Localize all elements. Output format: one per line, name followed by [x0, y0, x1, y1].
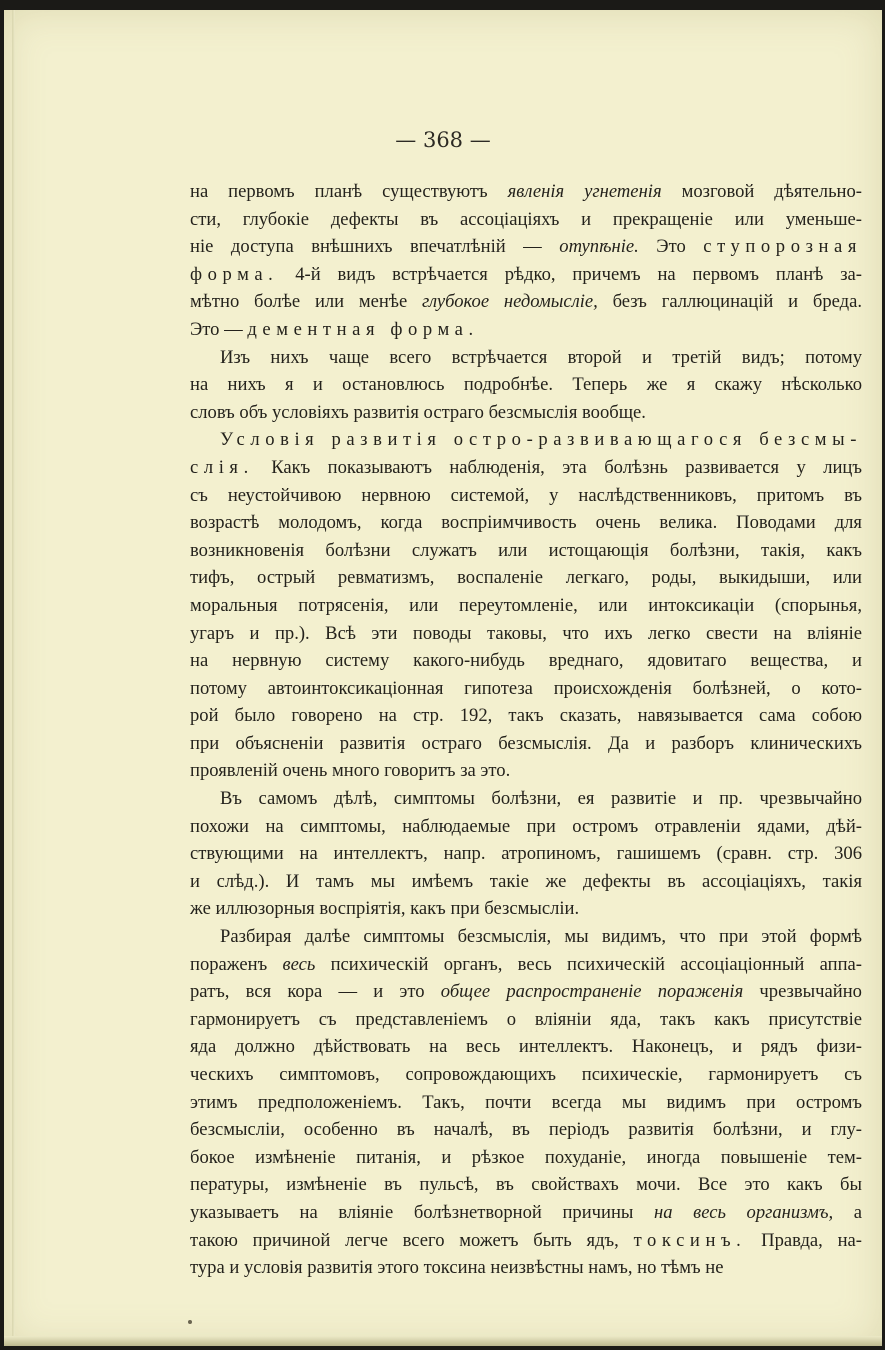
text-run: Разбирая далѣе симптомы безсмыслія, мы видимъ, что при этой формѣ: [220, 926, 862, 948]
text-line: [190, 757, 862, 785]
text-run: же иллюзорныя воспріятія, какъ при безсмысліи.: [190, 898, 580, 920]
italic-run: общее распространеніе пораженія: [440, 981, 744, 1003]
text-line: [190, 868, 862, 896]
text-line: [190, 399, 862, 427]
text-run: Правда, на-: [746, 1229, 862, 1251]
text-run: этимъ предположеніемъ. Такъ, почти всегда мы видимъ при остромъ: [190, 1091, 862, 1113]
text-line: [190, 1227, 862, 1255]
page-binding-edge: [12, 10, 15, 1346]
text-run: тура и условія развитія этого токсина неизвѣстны намъ, но тѣмъ не: [190, 1257, 724, 1279]
spaced-run: слія.: [190, 456, 254, 478]
text-run: похожи на симптомы, наблюдаемые при остромъ отравленіи ядами, дѣй-: [190, 815, 862, 837]
text-run: чрезвычайно: [743, 981, 862, 1003]
paragraph: [190, 178, 862, 344]
text-line: [190, 564, 862, 592]
text-line: [190, 785, 862, 813]
spaced-run: токсинъ.: [633, 1229, 747, 1251]
text-line: [190, 702, 862, 730]
text-run: угаръ и пр.). Всѣ эти поводы таковы, что ихъ легко свести на вліяніе: [190, 622, 862, 644]
text-run: 4-й видъ встрѣчается рѣдко, причемъ на первомъ планѣ за-: [278, 263, 862, 285]
text-line: [190, 426, 862, 454]
text-run: а: [833, 1201, 863, 1223]
text-run: Какъ показываютъ наблюденія, эта болѣзнь развивается у лицъ: [253, 456, 862, 478]
text-run: ческихъ симптомовъ, сопровождающихъ психическіе, гармонируетъ съ: [190, 1064, 862, 1085]
text-line: [190, 620, 862, 648]
text-line: [190, 895, 862, 923]
book-page: [4, 10, 882, 1346]
text-run: Это: [638, 236, 704, 258]
text-run: словъ объ условіяхъ развитія остраго безсмыслія вообще.: [190, 401, 646, 423]
text-line: [190, 647, 862, 675]
text-line: [190, 482, 862, 510]
text-run: рой было говорено на стр. 192, такъ сказать, навязывается сама собою: [190, 705, 862, 727]
text-run: возрастѣ молодомъ, когда воспріимчивость очень велика. Поводами для: [190, 512, 862, 534]
text-line: [190, 344, 862, 372]
paragraph: [190, 426, 862, 785]
text-line: [190, 1144, 862, 1172]
text-line: [190, 316, 862, 344]
page-number: — 368 —: [395, 128, 491, 152]
text-line: [190, 1171, 862, 1199]
text-run: Изъ нихъ чаще всего встрѣчается второй и третій видъ; потому: [220, 346, 862, 368]
text-run: тифъ, острый ревматизмъ, воспаленіе легкаго, роды, выкидыши, или: [190, 567, 862, 589]
text-run: потому автоинтоксикаціонная гипотеза происхожденія болѣзней, о кото-: [190, 677, 862, 699]
text-run: моральныя потрясенія, или переутомленіе, или интоксикаціи (спорынья,: [190, 594, 862, 616]
italic-run: на весь организмъ,: [654, 1201, 834, 1223]
text-run: мѣтно болѣе или менѣе: [190, 291, 423, 313]
text-line: [190, 675, 862, 703]
text-run: указываетъ на вліяніе болѣзнетворной причины: [190, 1201, 654, 1223]
text-line: [190, 813, 862, 841]
text-line: [190, 537, 862, 565]
text-run: ратъ, вся кора — и это: [190, 981, 441, 1003]
text-run: такою причиной легче всего можетъ быть ядъ,: [190, 1229, 634, 1251]
text-line: [190, 730, 862, 758]
text-line: [190, 261, 862, 289]
text-run: пературы, измѣненіе въ пульсѣ, въ свойствахъ мочи. Все это какъ бы: [190, 1174, 862, 1196]
paragraph: [190, 923, 862, 1282]
text-run: пораженъ: [190, 953, 283, 975]
text-line: [190, 840, 862, 868]
text-run: при объясненіи развитія остраго безсмыслія. Да и разборъ клиническихъ: [190, 732, 862, 754]
italic-run: отупѣніе.: [559, 236, 639, 258]
text-line: [190, 371, 862, 399]
text-run: на нервную систему какого-нибудь вреднаго, ядовитаго вещества, и: [190, 650, 862, 672]
text-line: [190, 1116, 862, 1144]
text-line: [190, 1061, 862, 1089]
italic-run: явленія угнетенія: [507, 181, 662, 202]
text-line: [190, 923, 862, 951]
text-run: мозговой дѣятельно-: [661, 181, 862, 202]
paragraph: [190, 785, 862, 923]
text-run: на нихъ я и остановлюсь подробнѣе. Теперь же я скажу нѣсколько: [190, 374, 862, 396]
text-run: безъ галлюцинацій и бреда.: [597, 291, 863, 313]
text-line: [190, 1033, 862, 1061]
page-bottom-edge: [4, 1336, 882, 1346]
paragraph: [190, 344, 862, 427]
text-run: гармонируетъ съ представленіемъ о вліяніи яда, такъ какъ присутствіе: [190, 1008, 862, 1030]
body-text: [190, 178, 862, 1282]
text-run: безсмысліи, особенно въ началѣ, въ періодъ развитія болѣзни, и глу-: [190, 1119, 862, 1141]
text-line: [190, 178, 862, 206]
spaced-run: ступорозная: [703, 236, 862, 258]
text-line: [190, 1006, 862, 1034]
text-run: Въ самомъ дѣлѣ, симптомы болѣзни, ея развитіе и пр. чрезвычайно: [220, 788, 862, 810]
text-line: [190, 1254, 862, 1282]
text-line: [190, 206, 862, 234]
text-run: ніе доступа внѣшнихъ впечатлѣній —: [190, 236, 560, 258]
text-run: сти, глубокіе дефекты въ ассоціаціяхъ и прекращеніе или уменьше-: [190, 208, 862, 230]
text-run: на первомъ планѣ существуютъ: [190, 181, 508, 202]
text-run: и слѣд.). И тамъ мы имѣемъ такіе же дефекты въ ассоціаціяхъ, такія: [190, 870, 862, 892]
spaced-run: Условія развитія остро-развивающагося безсмы-: [220, 429, 862, 451]
text-run: Это —: [190, 318, 248, 340]
text-run: психическій органъ, весь психическій ассоціаціонный аппа-: [315, 953, 862, 975]
text-line: [190, 454, 862, 482]
text-line: [190, 951, 862, 979]
italic-run: весь: [282, 953, 316, 975]
text-line: [190, 1199, 862, 1227]
text-line: [190, 233, 862, 261]
spaced-run: дементная форма.: [247, 318, 479, 340]
text-line: [190, 509, 862, 537]
spaced-run: форма.: [190, 263, 279, 285]
text-run: бокое измѣненіе питанія, и рѣзкое похуданіе, иногда повышеніе тем-: [190, 1146, 862, 1168]
text-line: [190, 592, 862, 620]
text-line: [190, 288, 862, 316]
text-line: [190, 1089, 862, 1117]
text-run: возникновенія болѣзни служатъ или истощающія болѣзни, такія, какъ: [190, 539, 862, 561]
text-run: проявленій очень много говоритъ за это.: [190, 760, 511, 782]
text-run: яда должно дѣйствовать на весь интеллектъ. Наконецъ, и рядъ физи-: [190, 1036, 862, 1058]
text-run: ствующими на интеллектъ, напр. атропиномъ, гашишемъ (сравн. стр. 306: [190, 843, 862, 865]
text-line: [190, 978, 862, 1006]
italic-run: глубокое недомысліе,: [422, 291, 598, 313]
ink-speck: [188, 1320, 192, 1324]
text-run: съ неустойчивою нервною системой, у наслѣдственниковъ, притомъ въ: [190, 484, 862, 506]
